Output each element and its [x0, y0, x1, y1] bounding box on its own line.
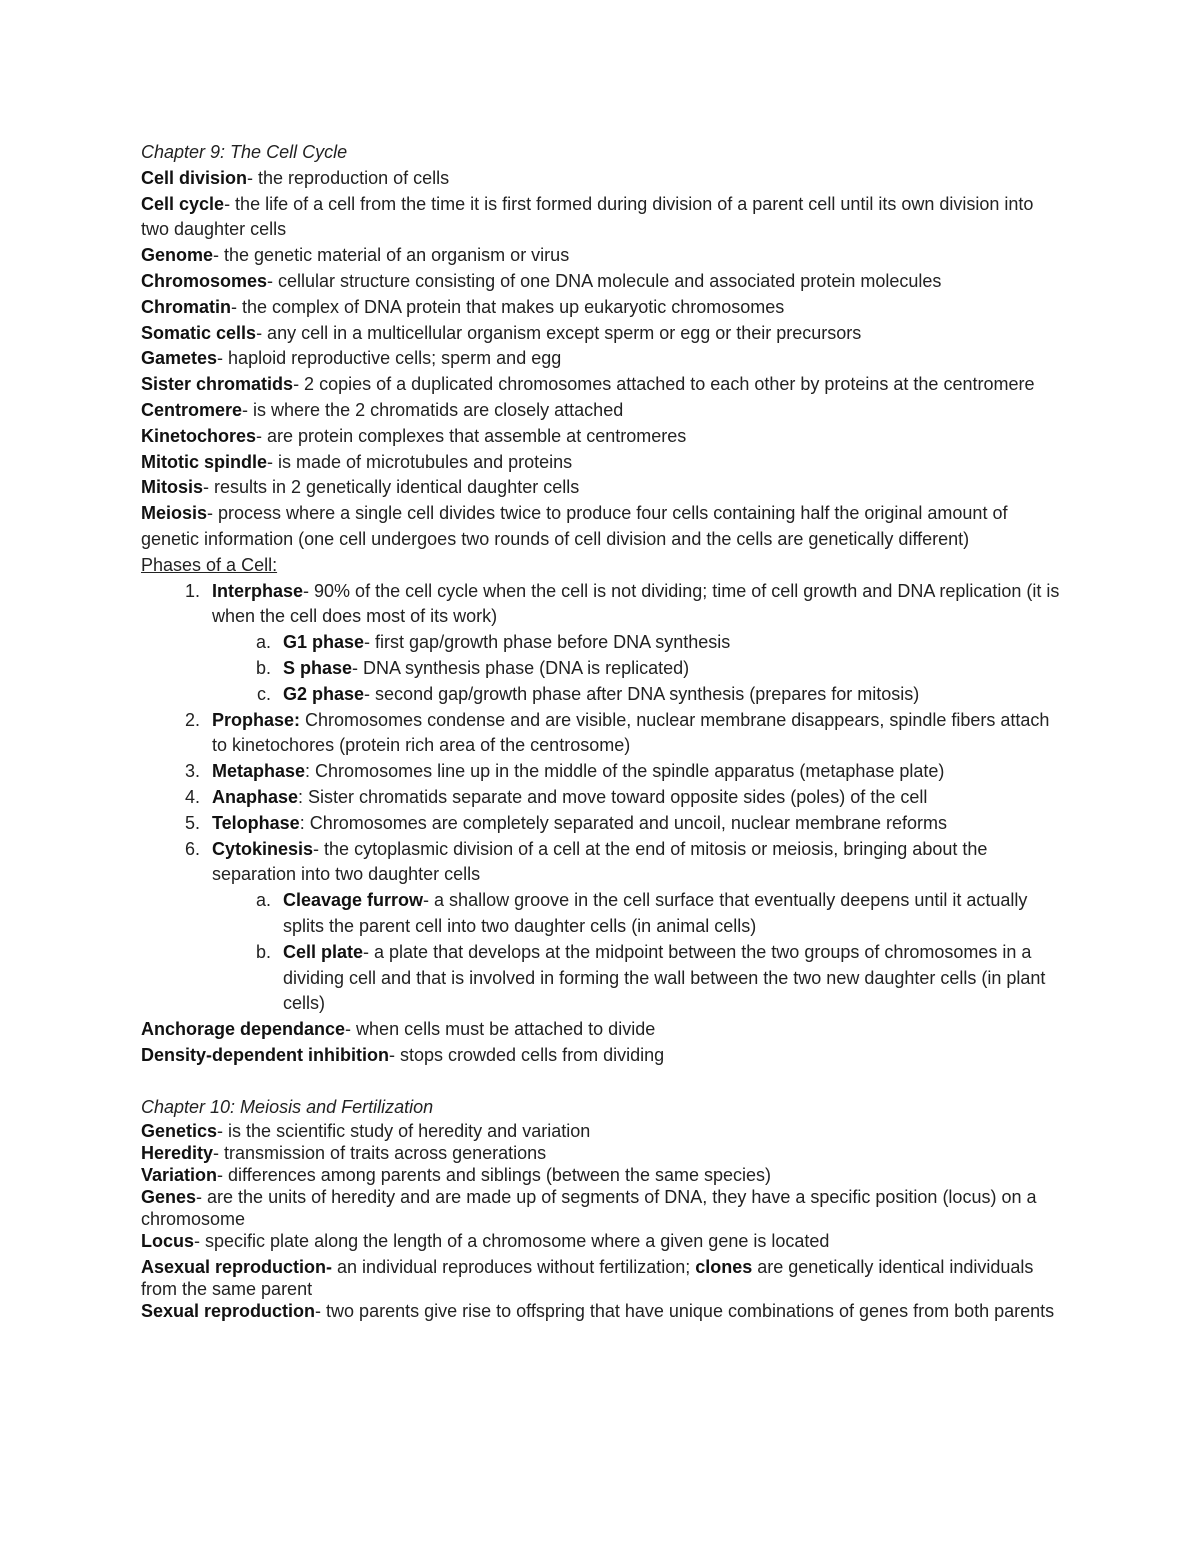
definition-item: [141, 1164, 1066, 1186]
definition-term: Density-dependent inhibition: [141, 1044, 389, 1065]
definition-text: - the reproduction of cells: [247, 167, 450, 188]
phase-term: Metaphase: [212, 761, 306, 782]
definition-term: Sexual reproduction: [141, 1301, 316, 1322]
definition-term: Anchorage dependance: [141, 1019, 346, 1040]
definition-term: Centromere: [141, 399, 243, 420]
chapter-9-title: Chapter 9: The Cell Cycle: [141, 142, 348, 162]
definition-term: Sister chromatids: [141, 374, 294, 395]
definition-text: - results in 2 genetically identical daughter cells: [203, 477, 580, 498]
definition-term: Asexual reproduction-: [141, 1257, 333, 1278]
phase-text: : Sister chromatids separate and move toward opposite sides (poles) of the cell: [298, 786, 928, 807]
definition-text: - when cells must be attached to divide: [345, 1019, 656, 1040]
chapter-9-definitions: [141, 166, 1066, 553]
definition-text: - any cell in a multicellular organism except sperm or egg or their precursors: [256, 322, 862, 343]
list-letter: a.: [255, 632, 271, 653]
definition-term: Chromosomes: [141, 270, 268, 291]
list-number: 3.: [184, 761, 200, 782]
phase-term: Prophase:: [212, 709, 301, 730]
sub-phase-text: - second gap/growth phase after DNA synthesis (prepares for mitosis): [364, 683, 920, 704]
definition-item: [141, 1256, 1066, 1300]
definition-text: - is the scientific study of heredity and variation: [217, 1121, 591, 1142]
definition-text: - the life of a cell from the time it is first formed during division of a parent cell until its own division into two daughter cells: [141, 193, 1034, 240]
definition-item: [141, 295, 1066, 321]
definition-text: - process where a single cell divides twice to produce four cells containing half the original amount of genetic information (one cell undergoes two rounds of cell division and the cells are genetically different): [141, 503, 1008, 549]
definition-term: Variation: [141, 1165, 218, 1186]
definition-item: [141, 501, 1066, 553]
definition-text: an individual reproduces without fertilization;: [332, 1257, 696, 1278]
definition-text: - the genetic material of an organism or virus: [213, 245, 570, 266]
phase-term: Anaphase: [212, 786, 299, 807]
list-number: 4.: [184, 786, 200, 807]
phases-list: [141, 579, 1066, 1018]
sub-phase-term: S phase: [283, 657, 353, 678]
definition-term: Chromatin: [141, 296, 231, 317]
definition-item: [141, 372, 1066, 398]
list-letter: b.: [255, 941, 271, 962]
definition-item: [141, 269, 1066, 295]
sub-phase-item: [256, 682, 1066, 708]
sub-phase-term: Cleavage furrow: [283, 890, 424, 911]
definition-item: [141, 1120, 1066, 1142]
definition-term: Genetics: [141, 1121, 218, 1142]
sub-phase-text: - a plate that develops at the midpoint between the two groups of chromosomes in a dividing cell and that is involved in forming the wall between the two new daughter cells (in plant cells): [283, 941, 1046, 1014]
sub-phase-item: [255, 656, 1066, 682]
phase-text: - the cytoplasmic division of a cell at the end of mitosis or meiosis, bringing about the separation into two daughter cells: [212, 838, 988, 885]
phase-item: [184, 759, 1066, 785]
definition-term: Genome: [141, 245, 214, 266]
definition-item: [141, 243, 1066, 269]
definition-item: [141, 475, 1066, 501]
definition-item: [141, 1300, 1066, 1322]
phase-item: [184, 579, 1066, 708]
phase-term: Telophase: [212, 812, 300, 833]
definition-item: [141, 1230, 1066, 1252]
definition-term: Cell division: [141, 167, 248, 188]
list-letter: b.: [255, 657, 271, 678]
definition-text: - 2 copies of a duplicated chromosomes attached to each other by proteins at the centromere: [293, 374, 1035, 395]
definition-text: - two parents give rise to offspring that have unique combinations of genes from both parents: [315, 1301, 1055, 1322]
sub-phase-text: - first gap/growth phase before DNA synthesis: [364, 632, 731, 653]
definition-term: Somatic cells: [141, 322, 257, 343]
definition-text: - differences among parents and siblings (between the same species): [217, 1165, 772, 1186]
definition-text: - the complex of DNA protein that makes up eukaryotic chromosomes: [231, 296, 785, 317]
definition-item: [141, 321, 1066, 347]
definition-term: Gametes: [141, 348, 218, 369]
definition-text: - haploid reproductive cells; sperm and egg: [217, 348, 562, 369]
list-number: 2.: [184, 709, 200, 730]
list-letter: a.: [255, 890, 271, 911]
definition-item: [141, 450, 1066, 476]
definition-text: - cellular structure consisting of one DNA molecule and associated protein molecules: [267, 270, 942, 291]
definition-term: Meiosis: [141, 503, 208, 524]
definition-item: [141, 346, 1066, 372]
definition-item: [141, 424, 1066, 450]
definition-term: Genes: [141, 1187, 197, 1208]
chapter-9-extra-definitions: [141, 1017, 1066, 1069]
definition-item: [141, 1142, 1066, 1164]
definition-text: - are the units of heredity and are made up of segments of DNA, they have a specific position (locus) on a chromosome: [141, 1187, 1037, 1230]
phase-term: Cytokinesis: [212, 838, 314, 859]
definition-text: - is made of microtubules and proteins: [267, 451, 573, 472]
phase-item: [184, 708, 1066, 760]
definition-item: [141, 398, 1066, 424]
definition-term: Kinetochores: [141, 425, 257, 446]
definition-item: [141, 1043, 1066, 1069]
phases-heading: Phases of a Cell:: [141, 554, 278, 575]
definition-item: [141, 166, 1066, 192]
sub-phase-item: [255, 940, 1066, 1017]
phase-item: [184, 785, 1066, 811]
sub-phase-item: [255, 888, 1066, 940]
phase-text: Chromosomes condense and are visible, nuclear membrane disappears, spindle fibers attach to kinetochores (protein rich area of the centrosome): [212, 709, 1050, 756]
definition-text: - specific plate along the length of a chromosome where a given gene is located: [194, 1231, 830, 1252]
definition-term-inline: clones: [695, 1257, 753, 1278]
definition-term: Locus: [141, 1231, 195, 1252]
chapter-10-title: Chapter 10: Meiosis and Fertilization: [141, 1096, 434, 1117]
chapter-10-definitions: [141, 1120, 1066, 1322]
list-letter: c.: [256, 683, 271, 704]
sub-phase-text: - DNA synthesis phase (DNA is replicated): [352, 657, 690, 678]
phase-text: : Chromosomes are completely separated and uncoil, nuclear membrane reforms: [299, 812, 947, 833]
sub-phase-list: [212, 888, 1066, 1017]
definition-item: [141, 1017, 1066, 1043]
section-spacer: [141, 1069, 1066, 1095]
sub-phase-text: - a shallow groove in the cell surface that eventually deepens until it actually splits the parent cell into two daughter cells (in animal cells): [283, 890, 1028, 936]
sub-phase-term: G1 phase: [283, 632, 365, 653]
sub-phase-item: [255, 630, 1066, 656]
sub-phase-list: [212, 630, 1066, 707]
definition-term: Mitosis: [141, 477, 204, 498]
definition-term: Mitotic spindle: [141, 451, 267, 472]
definition-text: - is where the 2 chromatids are closely attached: [242, 399, 624, 420]
definition-text: - are protein complexes that assemble at centromeres: [256, 425, 687, 446]
sub-phase-term: Cell plate: [283, 941, 364, 962]
phase-item: [184, 837, 1066, 1018]
list-number: 6.: [184, 838, 200, 859]
phase-item: [184, 811, 1066, 837]
phase-text: : Chromosomes line up in the middle of the spindle apparatus (metaphase plate): [305, 761, 945, 782]
definition-text: - stops crowded cells from dividing: [389, 1044, 665, 1065]
definition-text: - transmission of traits across generations: [213, 1143, 547, 1164]
phase-term: Interphase: [212, 580, 304, 601]
list-number: 1.: [184, 580, 200, 601]
definition-term: Heredity: [141, 1143, 214, 1164]
sub-phase-term: G2 phase: [283, 683, 365, 704]
list-number: 5.: [184, 812, 200, 833]
phase-text: - 90% of the cell cycle when the cell is not dividing; time of cell growth and DNA replication (it is when the cell does most of its work): [212, 580, 1060, 627]
document-page: [141, 140, 1066, 1322]
definition-item: [141, 1186, 1066, 1230]
definition-term: Cell cycle: [141, 193, 225, 214]
definition-item: [141, 192, 1066, 244]
definition-text: are genetically identical individuals from the same parent: [141, 1257, 1034, 1300]
